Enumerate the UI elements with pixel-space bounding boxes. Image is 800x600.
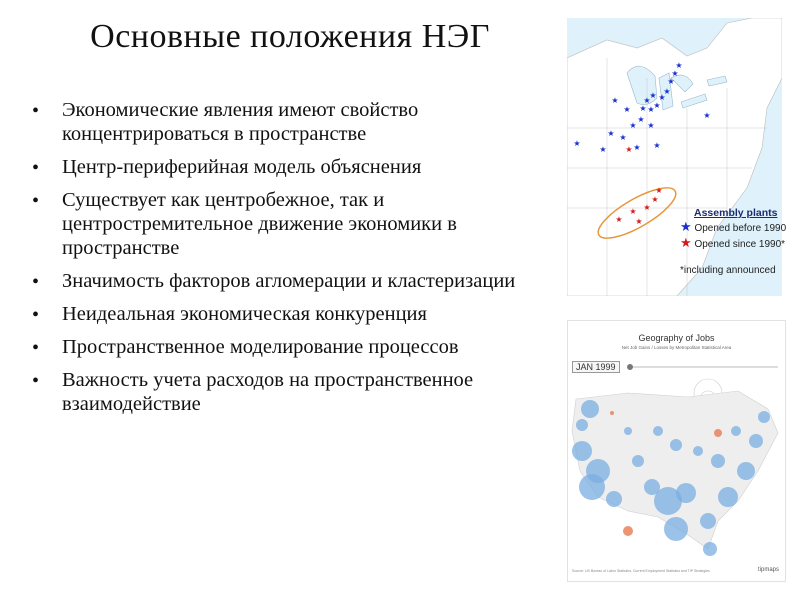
svg-text:★: ★: [653, 141, 661, 150]
bullet-item: [28, 98, 548, 146]
assembly-plants-legend: [680, 207, 787, 276]
svg-text:★: ★: [611, 96, 619, 105]
svg-text:★: ★: [619, 133, 627, 142]
bullet-dot-icon: •: [32, 100, 40, 122]
svg-text:★: ★: [615, 215, 623, 224]
svg-text:★: ★: [633, 143, 641, 152]
bullet-item: [28, 368, 548, 416]
svg-text:★: ★: [599, 145, 607, 154]
bullet-text: Важность учета расходов на пространственное взаимодействие: [62, 369, 474, 415]
svg-text:★: ★: [643, 203, 651, 212]
legend-since-label: Opened since 1990*: [694, 239, 786, 250]
svg-text:★: ★: [649, 91, 657, 100]
svg-text:★: ★: [625, 145, 633, 154]
svg-text:★: ★: [573, 139, 581, 148]
legend-note: *including announced: [680, 265, 776, 276]
assembly-plants-map: [567, 18, 782, 296]
jobs-map-title: Geography of Jobs: [638, 333, 715, 343]
svg-text:★: ★: [643, 96, 651, 105]
svg-text:★: ★: [637, 115, 645, 124]
bullet-dot-icon: •: [32, 271, 40, 293]
legend-row-since: [680, 235, 786, 251]
legend-row-before: [680, 219, 786, 235]
blue-star-icon: ★: [680, 219, 692, 234]
bullet-text: Неидеальная экономическая конкуренция: [62, 303, 427, 325]
bullet-dot-icon: •: [32, 190, 40, 212]
bullet-text: Существует как центробежное, так и центростремительное движение экономики в пространстве: [62, 189, 457, 259]
legend-title: Assembly plants: [694, 207, 778, 219]
bullet-dot-icon: •: [32, 337, 40, 359]
bullet-list: [28, 98, 548, 425]
svg-text:★: ★: [651, 195, 659, 204]
svg-text:★: ★: [655, 186, 663, 195]
svg-text:★: ★: [703, 111, 711, 120]
bullet-dot-icon: •: [32, 304, 40, 326]
svg-text:★: ★: [667, 77, 675, 86]
jobs-map-image: [568, 321, 785, 581]
legend-before-label: Opened before 1990: [694, 223, 787, 234]
svg-text:★: ★: [663, 87, 671, 96]
svg-text:★: ★: [639, 104, 647, 113]
bullet-text: Пространственное моделирование процессов: [62, 336, 459, 358]
us-east-map-image: [567, 18, 782, 296]
bullet-item: [28, 335, 548, 359]
svg-text:★: ★: [658, 93, 666, 102]
bullet-dot-icon: •: [32, 370, 40, 392]
bullet-item: [28, 188, 548, 260]
geography-of-jobs-map: [567, 320, 786, 582]
svg-text:★: ★: [607, 129, 615, 138]
svg-text:★: ★: [647, 105, 655, 114]
jobs-map-logo: tipmaps: [757, 567, 779, 573]
bullet-text: Экономические явления имеют свойство концентрироваться в пространстве: [62, 99, 419, 145]
svg-text:★: ★: [629, 207, 637, 216]
svg-text:★: ★: [675, 61, 683, 70]
svg-text:★: ★: [653, 101, 661, 110]
bullet-text: Значимость факторов агломерации и кластеризации: [62, 270, 516, 292]
svg-text:★: ★: [671, 69, 679, 78]
bullet-item: [28, 269, 548, 293]
bullet-text: Центр-периферийная модель объяснения: [62, 156, 422, 178]
slide-title: Основные положения НЭГ: [90, 18, 490, 55]
bullet-item: [28, 155, 548, 179]
jobs-map-date[interactable]: JAN 1999: [572, 361, 620, 373]
red-star-icon: ★: [680, 235, 692, 250]
svg-text:★: ★: [635, 217, 643, 226]
timeline-handle[interactable]: [627, 364, 633, 370]
svg-text:★: ★: [629, 121, 637, 130]
svg-text:★: ★: [647, 121, 655, 130]
jobs-map-subtitle: Net Job Gains / Losses by Metropolitan Statistical Area: [621, 345, 732, 350]
jobs-map-source: Source: US Bureau of Labor Statistics, Current Employment Statistics and TIP Strategies: [572, 569, 710, 573]
bullet-item: [28, 302, 548, 326]
svg-text:★: ★: [623, 105, 631, 114]
bullet-dot-icon: •: [32, 157, 40, 179]
